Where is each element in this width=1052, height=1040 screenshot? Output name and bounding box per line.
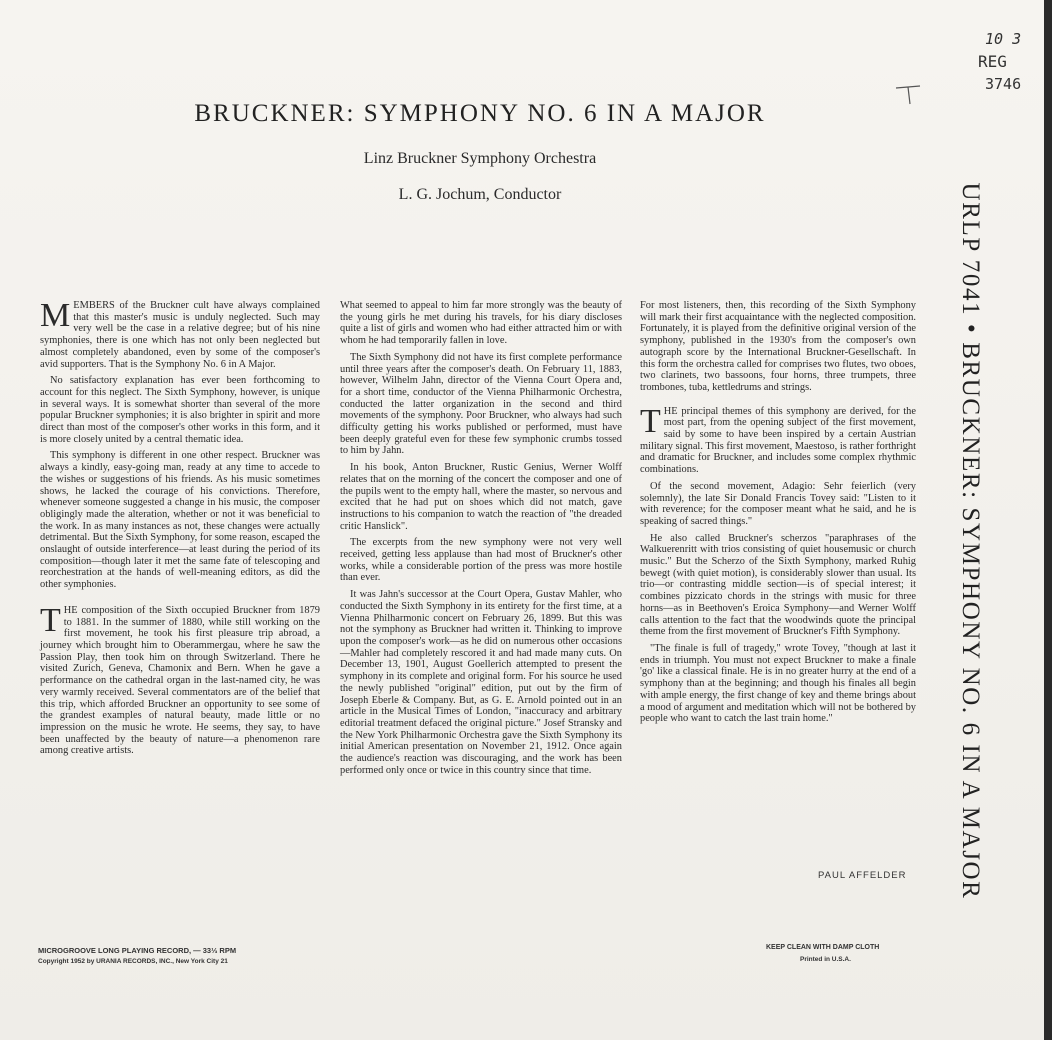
spine-title: URLP 7041 • BRUCKNER: SYMPHONY NO. 6 IN A MAJOR (957, 182, 984, 899)
paragraph: MEMBERS of the Bruckner cult have always complained that this master's music is unduly neglected. Such may very well be the case in a relative degree; but of his nine symphonies, there is one which has not only been neglected but almost completely abandoned, even by some of the composer's avid supporters. That is the Symphony No. 6 in A Major. (40, 297, 320, 370)
drop-cap: T (40, 601, 61, 639)
handwritten-reg: REG (978, 52, 1007, 71)
paragraph: For most listeners, then, this recording of the Sixth Symphony will mark their first acquaintance with the neglected composition. Fortunately, it is played from the definitive original version of the symphony, published in the 1930's from the composer's own autograph score by the International Bruckner-Gesellschaft. In this form the orchestra called for comprises two flutes, two oboes, two clarinets, two bassoons, four horns, three trumpets, three trombones, tuba, kettledrums and strings. (640, 300, 916, 393)
paragraph: What seemed to appeal to him far more strongly was the beauty of the young girls he met during his travels, for his diary discloses quite a list of girls and women who had either attracted him or with whom he had temporarily fallen in love. (340, 300, 622, 347)
paragraph: The excerpts from the new symphony were not very well received, getting less applause than had most of Bruckner's other works, while a considerable portion of the press was more hostile than ever. (340, 537, 622, 584)
drop-cap: M (40, 297, 71, 334)
handwritten-catalog: 3746 (985, 75, 1022, 93)
author-signature: PAUL AFFELDER (818, 870, 907, 881)
spine (950, 118, 990, 963)
handwritten-number: 10 3 (985, 30, 1022, 48)
footer-printed: Printed in U.S.A. (800, 956, 851, 963)
footer-care: KEEP CLEAN WITH DAMP CLOTH (766, 944, 880, 951)
paragraph: He also called Bruckner's scherzos "paraphrases of the Walkuerenritt with trios consisting of quiet housemusic or church music." But the Scherzo of the Sixth Symphony, marked Ruhig bewegt (with quiet motion), is considerably slower than usual. Its trio—or contrasting middle section—is of special interest; it combines pizzicato chords in the strings with music for three horns—as in Beethoven's Eroica Symphony—and Werner Wolff calls attention to the fact that the woodwinds quote the principal theme from the first movement of Bruckner's Fifth Symphony. (640, 532, 916, 638)
text-column-2 (340, 300, 622, 781)
footer-format: MICROGROOVE LONG PLAYING RECORD, — 33⅓ RPM (38, 946, 237, 955)
drop-cap: T (640, 402, 661, 440)
paragraph: The Sixth Symphony did not have its first complete performance until three years after the composer's death. On February 11, 1883, however, Wilhelm Jahn, director of the Vienna Court Opera and, for a short time, conductor of the Vienna Philharmonic Orchestra, conducted the latter organization in the second and third movements of the symphony. Poor Bruckner, who always had such difficulty getting his works published or performed, must have been deeply grateful even for these few symphonic crumbs tossed to him by Jahn. (340, 351, 622, 457)
paragraph: THE principal themes of this symphony are derived, for the most part, from the opening subject of the first movement, said by some to have been inspired by a certain Austrian military signal. This first movement, Maestoso, is rather forthright and dramatic for Bruckner, and includes some complex rhythmic combinations. (640, 402, 916, 476)
paragraph: Of the second movement, Adagio: Sehr feierlich (very solemnly), the late Sir Donald Francis Tovey said: "Listen to it with reverence; for the composer meant what he said, and he is speaking of sacred things." (640, 480, 916, 527)
text-column-3 (640, 300, 916, 730)
paragraph: No satisfactory explanation has ever been forthcoming to account for this neglect. The Sixth Symphony, however, is unique in several ways. It is somewhat shorter than several of the more popular Bruckner symphonies; it is also brighter in spirit and more direct than most of the composer's other works in this form, and it is more closely united by a central thematic idea. (40, 375, 320, 445)
sleeve-edge (1044, 0, 1052, 1040)
text-column-1 (40, 297, 320, 762)
paragraph: "The finale is full of tragedy," wrote Tovey, "though at last it ends in triumph. You must not expect Bruckner to make a finale 'go' like a classical finale. He is in no greater hurry at the end of a symphony than at the beginning; and though his finales all begin with ample energy, the first change of key and theme brings about a mood of argument and meditation which will not be bothered by people who want to catch the last train home." (640, 642, 916, 725)
paragraph: THE composition of the Sixth occupied Bruckner from 1879 to 1881. In the summer of 1880, while still working on the first movement, he took his first pleasure trip abroad, a journey which brought him to Oberammergau, where he saw the Passion Play, then took him on through Switzerland. There he visited Zurich, Geneva, Chamonix and Bern. When he gave a performance on the cathedral organ in the last-named city, he was very warmly received. Several commentators are of the belief that this trip, which afforded Bruckner an opportunity to see some of the grandest examples of natural beauty, made little or no impression on the music he wrote. He seems, they say, to have been unaffected by the beauty of nature—a phenomenon rare among creative artists. (40, 601, 320, 757)
pencil-mark-icon (894, 82, 924, 106)
orchestra-name: Linz Bruckner Symphony Orchestra (363, 150, 597, 167)
album-title: BRUCKNER: SYMPHONY NO. 6 IN A MAJOR (194, 100, 766, 127)
paragraph: This symphony is different in one other respect. Bruckner was always a kindly, easy-going man, ready at any time to accede to the wishes or suggestions of his friends. As his music sometimes shows, he lacked the courage of his convictions. Therefore, whenever someone suggested a change in his music, the composer obligingly made the alteration, whether or not it was beneficial to the work. In as many instances as not, these changes were actually detrimental. But the Sixth Symphony, for some reason, escaped the onslaught of outside interference—at least during the period of its composition—though later it met the same fate of telescoping and reorchestration at the hands of well-meaning editors, as did the other symphonies. (40, 450, 320, 591)
paragraph: In his book, Anton Bruckner, Rustic Genius, Werner Wolff relates that on the morning of the concert the composer and one of the pupils went to the empty hall, where the master, so nervous and excited that he had put on shoes which did not match, gave instructions to his companion to watch the reaction of "the dreaded critic Hanslick". (340, 462, 622, 532)
footer-copyright: Copyright 1952 by URANIA RECORDS, INC., New York City 21 (38, 958, 228, 965)
paragraph: It was Jahn's successor at the Court Opera, Gustav Mahler, who conducted the Sixth Symphony in its entirety for the first time, at a Vienna Philharmonic concert on February 26, 1899. But this was not the symphony as Bruckner had written it. Thinking to improve upon the composer's work—as he did on numerous other occasions—Mahler had completely rescored it and had made many cuts. On December 13, 1901, August Goellerich attempted to present the symphony in its complete and original form. For his source he used the newly published "original" edition, put out by the firm of Joseph Eberle & Company. But, as G. E. Arnold pointed out in an article in the Musical Times of London, "inaccuracy and arbitrary editorial treatment defaced the original picture." Josef Stransky and the New York Philharmonic Orchestra gave the Sixth Symphony its initial American presentation on November 21, 1912. Once again the audience's reaction was discouraging, and the work has been performed only once or twice in this country since that time. (340, 589, 622, 776)
conductor-name: L. G. Jochum, Conductor (398, 186, 562, 203)
